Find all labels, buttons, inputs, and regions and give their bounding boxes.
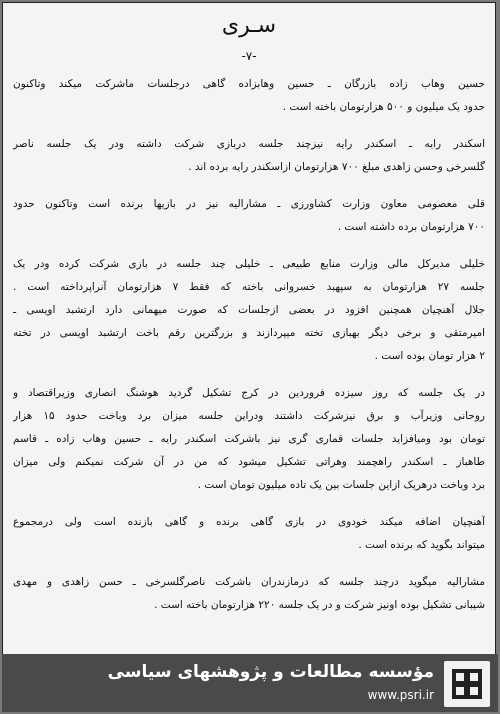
- text-line: گلسرخی وحسن زاهدی مبلغ ۷۰۰ هزارتومان ازاسکندر رایه برده اند .: [188, 161, 485, 173]
- text-line: طاهباز ـ اسکندر راهچمند وهراتی تشکیل میشود که من در آن شرکت نمیکنم ولی میزان: [13, 456, 485, 468]
- text-line: قلی معصومی معاون وزارت کشاورزی ـ مشارالیه نیز در بازیها برنده است وتاکنون حدود: [13, 198, 485, 210]
- text-line: حدود یک میلیون و ۵۰۰ هزارتومان باخته است .: [282, 101, 485, 113]
- text-line: برد وباخت درهریک ازاین جلسات بین یک تاده میلیون تومان است .: [197, 479, 485, 491]
- page-number: -۷-: [241, 49, 257, 63]
- paragraph-7: [13, 571, 485, 617]
- psri-logo-icon: [444, 661, 490, 707]
- paragraph-5: [13, 382, 485, 497]
- text-line: ۲ هزار تومان بوده است .: [374, 350, 485, 362]
- text-line: آهنچیان اضافه میکند خودوی در بازی گاهی برنده و گاهی بازنده است ولی درمجموع: [13, 516, 485, 528]
- paragraph-4: [13, 253, 485, 368]
- text-line: اسکندر رایه ـ اسکندر رایه نیزچند جلسه دربازی شرکت داشته ودر یک جلسه ناصر: [13, 138, 485, 150]
- text-line: جلال آهنچیان همچنین افزود در بعضی ازجلسات که صورت میهمانی دارد ارتشبد اویسی ـ: [13, 304, 485, 316]
- document-title: سـری: [221, 13, 277, 38]
- text-line: در یک جلسه که روز سیزده فروردین در کرج تشکیل گردید هوشنگ انصاری وزیراقتصاد و: [13, 387, 485, 399]
- text-line: جلسه ۲۷ هزارتومان به سپهبد خسروانی باخته که فقط ۷ هزارتومان آنراپرداخته است .: [13, 281, 485, 293]
- text-line: روحانی وزیرآب و برق نیزشرکت داشتند ودراین جلسه میزان برد وباخت حدود ۱۵ هزار: [13, 410, 485, 422]
- watermark-footer: [2, 654, 498, 712]
- text-line: خلیلی مدیرکل مالی وزارت منابع طبیعی ـ خلیلی چند جلسه در بازی شرکت کرده ودر یک: [13, 258, 485, 270]
- organization-name: مؤسسه مطالعات و پژوهشهای سیاسی: [107, 662, 434, 682]
- text-line: شیبانی تشکیل بوده اونیز شرکت و در یک جلسه ۲۲۰ هزارتومان باخته است .: [154, 599, 485, 611]
- text-line: مشارالیه میگوید درچند جلسه که درمازندران باشرکت ناصرگلسرخی ـ حسن زاهدی و مهدی: [13, 576, 485, 588]
- paragraph-3: [13, 193, 485, 239]
- document-page: [2, 2, 496, 710]
- document-body: [13, 73, 485, 631]
- paragraph-1: [13, 73, 485, 119]
- website-link[interactable]: www.psri.ir: [367, 688, 434, 702]
- text-line: امیرمتقی و برخی دیگر بهبازی تخته میپردازند و بزرگترین رقم باخت ارتشبد اویسی در تخته: [13, 327, 485, 339]
- text-line: میتواند بگوید که برنده است .: [358, 539, 485, 551]
- text-line: تومان بود ومیافزاید جلسات قماری گری نیز باشرکت اسکندر رایه ـ حسین وهاب زاده ـ قاسم: [13, 433, 485, 445]
- paragraph-2: [13, 133, 485, 179]
- text-line: ۷۰۰ هزارتومان برده داشته است .: [337, 221, 485, 233]
- paragraph-6: [13, 511, 485, 557]
- text-line: حسین وهاب زاده بازرگان ـ حسین وهابزاده گاهی درجلسات ماشرکت میکند وتاکنون: [13, 78, 485, 90]
